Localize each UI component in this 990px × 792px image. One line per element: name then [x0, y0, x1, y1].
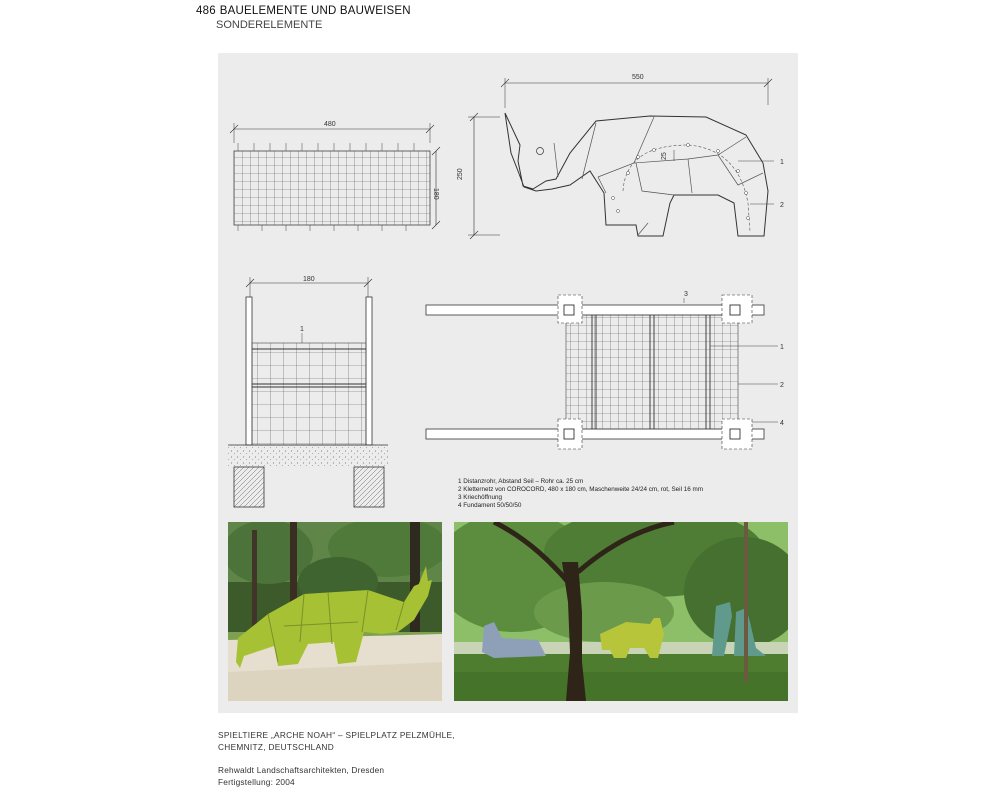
legend-item: 4 Fundament 50/50/50 [458, 502, 522, 510]
photo-playground-overview [454, 522, 788, 701]
architect-credit: Rehwaldt Landschaftsarchitekten, Dresden [218, 765, 385, 775]
plan-callout-1: 1 [780, 344, 784, 351]
credits [218, 764, 384, 788]
section-callout-1: 1 [300, 326, 304, 333]
rhino-callout-1: 1 [780, 159, 784, 166]
rhino-side-view [457, 74, 784, 239]
rhino-small-dim: 25 [661, 152, 668, 160]
plan-callout-2: 2 [780, 382, 784, 389]
section-width-dim: 180 [303, 276, 315, 283]
figure-panel [218, 53, 798, 713]
legend-item: 2 Kletternetz von COROCORD, 480 x 180 cm, Maschenweite 24/24 cm, rot, Seil 16 mm [458, 486, 703, 494]
plan-callout-4: 4 [780, 420, 784, 427]
plan-top-label: 3 [684, 291, 688, 298]
caption-line-2: CHEMNITZ, DEUTSCHLAND [218, 742, 335, 752]
page-number: 486 [196, 5, 216, 17]
section-subtitle: SONDERELEMENTE [216, 19, 323, 31]
net-front-view [230, 121, 440, 231]
rhino-length-dim: 550 [632, 74, 644, 81]
chapter-title: BAUELEMENTE UND BAUWEISEN [219, 5, 411, 17]
rhino-callout-2: 2 [780, 202, 784, 209]
page-header [196, 5, 411, 31]
plan-view [426, 291, 784, 449]
legend-item: 1 Distanzrohr, Abstand Seil – Rohr ca. 25 cm [458, 478, 584, 485]
rhino-height-dim: 250 [457, 168, 464, 180]
chapter-line [196, 5, 411, 17]
section-view [228, 276, 388, 507]
net-width-dim: 480 [324, 121, 336, 128]
legend [458, 478, 703, 510]
legend-item: 3 Kriechöffnung [458, 494, 502, 502]
figure-caption [218, 729, 455, 753]
net-height-dim: 180 [432, 188, 439, 200]
technical-drawings [218, 53, 798, 523]
completion-date: Fertigstellung: 2004 [218, 777, 295, 787]
photo-rhino-closeup [228, 522, 442, 701]
caption-line-1: SPIELTIERE „ARCHE NOAH“ – SPIELPLATZ PELZMÜHLE, [218, 730, 455, 740]
